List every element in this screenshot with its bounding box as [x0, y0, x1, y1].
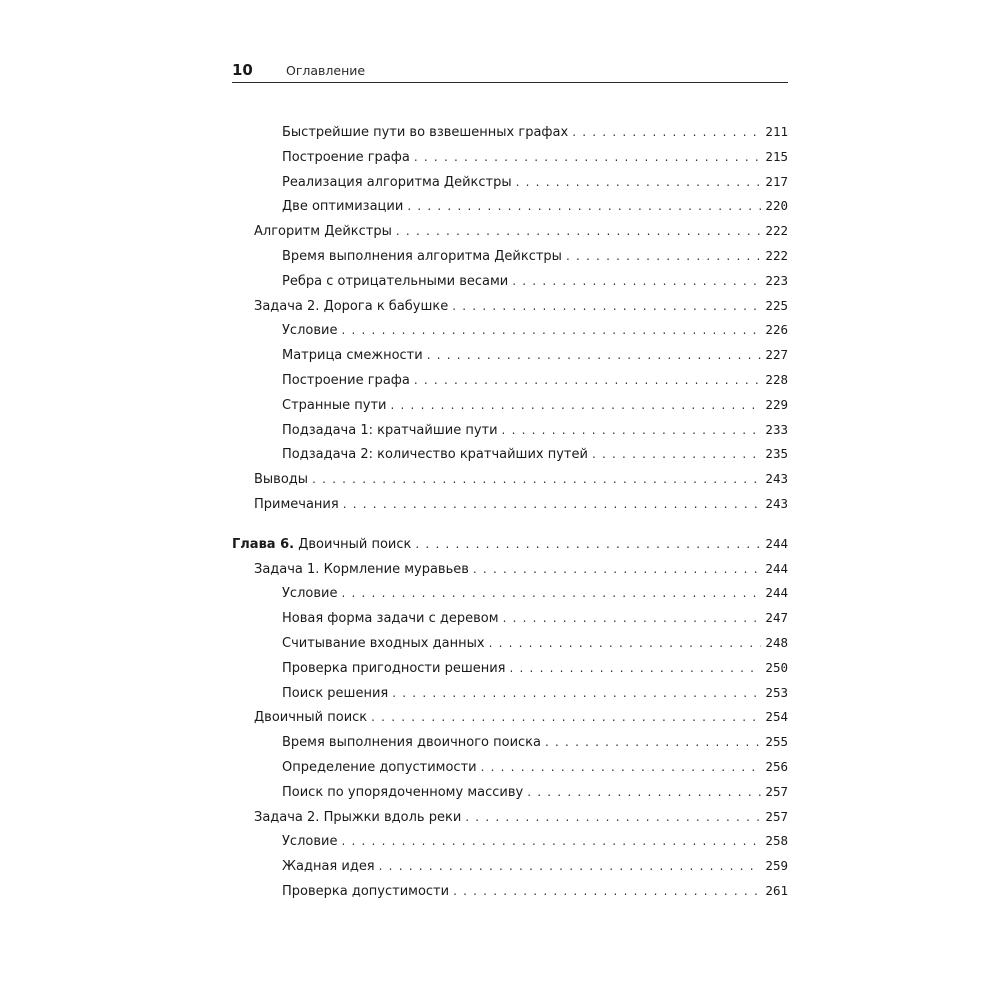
toc-entry[interactable]	[232, 418, 788, 443]
toc-page-number: 257	[765, 783, 788, 799]
toc-entry[interactable]	[232, 467, 788, 492]
toc-entry-text: Быстрейшие пути во взвешенных графах	[282, 125, 569, 140]
dot-leader	[452, 294, 761, 319]
toc-entry-title	[282, 121, 568, 145]
toc-entry[interactable]	[232, 219, 788, 244]
toc-entry-title	[282, 319, 337, 343]
toc-entry-text: Двоичный поиск	[298, 536, 412, 552]
toc-entry[interactable]	[232, 492, 788, 517]
toc-entry-title	[282, 245, 562, 269]
toc-entry-title	[282, 880, 449, 904]
toc-page-number: 222	[765, 223, 788, 239]
toc-entry[interactable]	[232, 557, 788, 582]
toc-page-number: 259	[765, 858, 788, 874]
toc-page-number: 253	[765, 684, 788, 700]
toc-entry[interactable]	[232, 606, 788, 631]
toc-page-number: 258	[765, 833, 788, 849]
toc-entry-text: Задача 2. Прыжки вдоль реки	[254, 809, 462, 825]
toc-entry-title	[282, 657, 505, 681]
toc-entry[interactable]	[232, 368, 788, 393]
dot-leader	[390, 393, 761, 418]
toc-page-number: 222	[765, 247, 788, 263]
toc-entry-text: Построение графа	[282, 149, 410, 165]
toc-entry-text: Проверка пригодности решения	[282, 660, 506, 676]
dot-leader	[415, 532, 761, 557]
toc-entry-text: Алгоритм Дейкстры	[254, 224, 392, 240]
dot-leader	[503, 606, 762, 631]
toc-page-number: 235	[765, 446, 788, 462]
toc-page-number: 223	[765, 272, 788, 288]
dot-leader	[414, 145, 762, 170]
toc-page-number: 244	[765, 535, 788, 551]
toc-page-number: 217	[765, 173, 788, 189]
toc-entry-text: Выводы	[254, 472, 309, 488]
toc-entry-text: Время выполнения алгоритма Дейкстры	[282, 248, 562, 264]
toc-entry-text: Определение допустимости	[282, 759, 477, 775]
table-of-contents	[232, 120, 788, 904]
toc-entry[interactable]	[232, 294, 788, 319]
toc-entry[interactable]	[232, 730, 788, 755]
toc-entry-text: Ребра с отрицательными весами	[282, 273, 509, 289]
toc-entry-title	[254, 493, 339, 517]
toc-entry[interactable]	[232, 393, 788, 418]
toc-page-number: 226	[765, 322, 788, 338]
page-header	[232, 60, 788, 83]
toc-entry-title	[282, 369, 410, 393]
toc-entry[interactable]	[232, 581, 788, 606]
dot-leader	[343, 492, 762, 517]
dot-leader	[592, 442, 761, 467]
toc-entry[interactable]	[232, 269, 788, 294]
toc-page-number: 257	[765, 808, 788, 824]
toc-page-number: 229	[765, 396, 788, 412]
toc-entry[interactable]	[232, 681, 788, 706]
toc-entry-text: Подзадача 2: количество кратчайших путей	[282, 447, 588, 463]
dot-leader	[509, 656, 761, 681]
dot-leader	[465, 805, 761, 830]
dot-leader	[566, 244, 761, 269]
toc-entry-title	[282, 781, 523, 805]
toc-entry-text: Считывание входных данных	[282, 635, 485, 651]
dot-leader	[341, 829, 761, 854]
toc-entry-title	[282, 195, 403, 219]
toc-page-number: 244	[765, 560, 788, 576]
toc-entry[interactable]	[232, 318, 788, 343]
toc-entry[interactable]	[232, 879, 788, 904]
dot-leader	[379, 854, 762, 879]
toc-entry-title	[254, 806, 461, 830]
toc-entry-text: Задача 2. Дорога к бабушке	[254, 298, 449, 314]
dot-leader	[427, 343, 762, 368]
toc-entry-text: Проверка допустимости	[282, 883, 450, 899]
dot-leader	[473, 557, 762, 582]
running-title: Оглавление	[286, 63, 366, 78]
dot-leader	[341, 318, 761, 343]
toc-entry[interactable]	[232, 145, 788, 170]
toc-entry-text: Условие	[282, 586, 338, 602]
toc-entry-text: Две оптимизации	[282, 199, 404, 215]
toc-entry-title	[282, 607, 499, 631]
toc-entry-title	[282, 756, 477, 780]
toc-entry-title	[254, 558, 469, 582]
toc-entry[interactable]	[232, 780, 788, 805]
toc-entry-text: Поиск решения	[282, 685, 389, 701]
toc-page-number: 255	[765, 734, 788, 750]
toc-entry-text: Матрица смежности	[282, 348, 423, 364]
dot-leader	[341, 581, 761, 606]
dot-leader	[371, 705, 761, 730]
toc-entry-title	[282, 682, 388, 706]
toc-entry-title	[282, 443, 588, 467]
toc-entry-text: Построение графа	[282, 372, 410, 388]
toc-entry-text: Время выполнения двоичного поиска	[282, 735, 541, 751]
toc-entry[interactable]	[232, 244, 788, 269]
dot-leader	[481, 755, 762, 780]
toc-page-number: 244	[765, 585, 788, 601]
toc-entry-text: Реализация алгоритма Дейкстры	[282, 174, 512, 190]
dot-leader	[453, 879, 761, 904]
toc-entry-text: Условие	[282, 323, 338, 339]
toc-entry-title	[282, 270, 508, 294]
toc-entry-title	[254, 706, 367, 730]
toc-entry[interactable]	[232, 532, 788, 557]
chapter-label: Глава 6.	[232, 536, 295, 552]
dot-leader	[392, 681, 761, 706]
toc-entry-title	[254, 295, 448, 319]
toc-page-number: 261	[765, 882, 788, 898]
toc-page-number: 247	[765, 610, 788, 626]
toc-page-number: 225	[765, 297, 788, 313]
toc-entry[interactable]	[232, 343, 788, 368]
toc-entry-title	[282, 830, 337, 854]
toc-entry-title	[282, 632, 485, 656]
toc-entry[interactable]	[232, 631, 788, 656]
toc-entry-title	[282, 394, 386, 418]
toc-entry[interactable]	[232, 170, 788, 195]
page-number: 10	[232, 61, 253, 79]
toc-page-number: 250	[765, 659, 788, 675]
toc-entry-title	[254, 468, 308, 492]
toc-page-number: 254	[765, 709, 788, 725]
toc-page-number: 233	[765, 421, 788, 437]
toc-entry-text: Задача 1. Кормление муравьев	[254, 561, 469, 577]
dot-leader	[312, 467, 761, 492]
toc-entry-text: Странные пути	[282, 397, 387, 413]
toc-entry[interactable]	[232, 705, 788, 730]
toc-entry-text: Подзадача 1: кратчайшие пути	[282, 422, 498, 438]
toc-entry-title	[282, 419, 498, 443]
dot-leader	[396, 219, 762, 244]
dot-leader	[527, 780, 761, 805]
toc-entry[interactable]	[232, 755, 788, 780]
toc-entry-title	[232, 533, 411, 557]
dot-leader	[572, 120, 761, 145]
toc-entry-text: Примечания	[254, 496, 339, 512]
toc-entry-title	[282, 344, 423, 368]
toc-page-number: 215	[765, 148, 788, 164]
toc-page-number: 227	[765, 347, 788, 363]
toc-page-number: 228	[765, 371, 788, 387]
toc-entry[interactable]	[232, 829, 788, 854]
toc-entry[interactable]	[232, 854, 788, 879]
dot-leader	[545, 730, 761, 755]
toc-entry-title	[282, 855, 375, 879]
toc-entry[interactable]	[232, 120, 788, 145]
toc-entry-text: Двоичный поиск	[254, 710, 368, 726]
dot-leader	[502, 418, 762, 443]
toc-entry-text: Поиск по упорядоченному массиву	[282, 784, 524, 800]
toc-entry-title	[282, 171, 512, 195]
toc-entry-text: Жадная идея	[282, 859, 375, 875]
toc-page-number: 211	[765, 124, 788, 139]
dot-leader	[407, 194, 761, 219]
toc-entry-text: Условие	[282, 834, 338, 850]
toc-entry[interactable]	[232, 194, 788, 219]
toc-page-number: 243	[765, 471, 788, 487]
toc-entry-title	[282, 731, 541, 755]
toc-entry-title	[282, 146, 410, 170]
toc-entry-title	[254, 220, 392, 244]
dot-leader	[414, 368, 762, 393]
dot-leader	[512, 269, 761, 294]
toc-page-number: 243	[765, 495, 788, 511]
toc-page-number: 220	[765, 198, 788, 214]
dot-leader	[489, 631, 762, 656]
dot-leader	[516, 170, 762, 195]
toc-entry[interactable]	[232, 442, 788, 467]
toc-entry-text: Новая форма задачи с деревом	[282, 611, 499, 627]
toc-page-number: 256	[765, 758, 788, 774]
toc-entry[interactable]	[232, 656, 788, 681]
toc-entry-title	[282, 582, 337, 606]
toc-page-number: 248	[765, 634, 788, 650]
toc-entry[interactable]	[232, 805, 788, 830]
